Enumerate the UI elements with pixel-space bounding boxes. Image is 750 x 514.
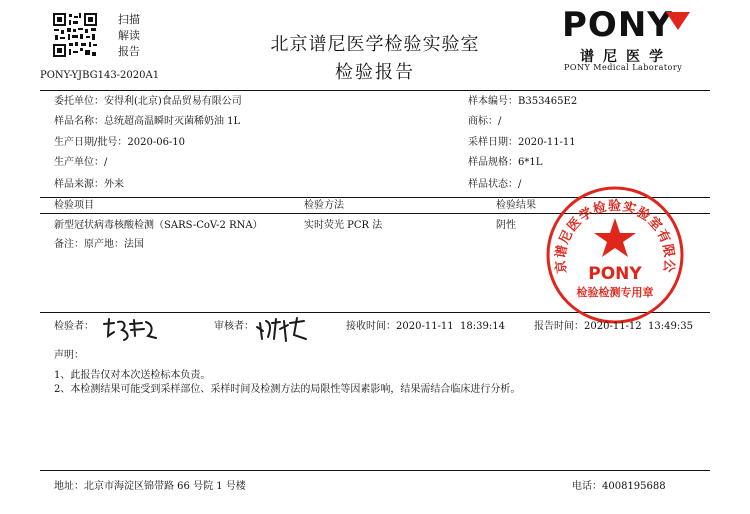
client-label: 委托单位： [54,96,104,107]
spec-label: 样品规格： [468,157,518,168]
collect-date-row [468,137,576,149]
brand-row [468,116,501,128]
sample-no-label: 样本编号： [468,96,518,107]
brand-label: 商标： [468,116,498,127]
source-label: 样品来源： [54,179,104,190]
producer-row [54,157,107,169]
sample-no-row [468,96,577,108]
prod-date-row [54,137,185,149]
svg-text:北京谱尼医学检验实验室有限公司 [544,184,676,274]
spec-value: 6*1L [518,157,543,168]
seal-bottom-text: 检验检测专用章 [576,286,654,299]
report-time-label: 报告时间： [534,321,584,332]
client-value: 安得利(北京)食品贸易有限公司 [104,96,242,107]
sample-name-label: 样品名称： [54,116,104,127]
official-seal [544,184,686,330]
col-header-result: 检验结果 [496,200,536,211]
seal-outer-text: 京谱尼医学检验实验室有限公 [553,199,677,275]
producer-label: 生产单位： [54,157,104,168]
lab-name: 北京谱尼医学检验实验室 [270,34,480,55]
sample-name-value: 总统超高温瞬时灭菌稀奶油 1L [104,116,241,127]
remark: 备注：原产地：法国 [54,239,144,250]
result-method: 实时荧光 PCR 法 [304,220,383,231]
phone-row [572,481,666,493]
col-header-item: 检验项目 [54,200,94,211]
client-row [54,96,242,108]
phone-label: 电话： [572,481,602,492]
col-header-method: 检验方法 [304,200,344,211]
reviewer-signature [254,313,314,349]
result-value: 阴性 [496,220,516,231]
rule-top [40,90,710,91]
state-value: / [518,179,522,190]
scan-line: 扫描 [118,13,140,26]
seal-star-icon [594,218,636,257]
logo-accent-icon [666,12,690,36]
pony-logo-text: PONY [562,5,673,45]
state-row [468,179,521,191]
report-title: 检验报告 [335,62,415,83]
phone-value: 4008195688 [602,481,666,492]
sample-name-row [54,116,240,128]
report-time-value: 2020-11-12 13:49:35 [584,321,693,332]
source-value: 外来 [104,179,124,190]
received-label: 接收时间： [346,321,396,332]
spec-row [468,157,542,169]
address-value: 北京市海淀区锦带路 66 号院 1 号楼 [84,481,246,492]
report-time-row [534,321,693,333]
scan-instruction [118,12,140,60]
collect-date-label: 采样日期： [468,137,518,148]
seal-logo: PONY [588,264,642,284]
source-row [54,179,124,191]
collect-date-value: 2020-11-11 [518,137,576,148]
prod-date-label: 生产日期/批号： [54,137,128,148]
logo-chinese: 谱尼医学 [580,49,672,65]
logo-english: PONY Medical Laboratory [564,63,683,72]
prod-date-value: 2020-06-10 [127,137,186,148]
state-label: 样品状态： [468,179,518,190]
address-label: 地址： [54,481,84,492]
report-code: PONY-YJBG143-2020A1 [40,70,160,81]
statement-item: 1、此报告仅对本次送检标本负责。 [54,370,211,381]
received-row [346,321,505,333]
qr-code [52,12,98,58]
result-item: 新型冠状病毒核酸检测（SARS-CoV-2 RNA） [54,220,263,231]
statement-label: 声明： [54,350,84,361]
brand-value: / [498,116,502,127]
rule-footer [40,470,710,471]
address-row [54,481,246,493]
producer-value: / [104,157,108,168]
pony-logo [562,5,673,45]
scan-line: 报告 [118,45,140,58]
received-value: 2020-11-11 18:39:14 [396,321,505,332]
scan-line: 解读 [118,29,140,42]
reviewer-label: 审核者： [214,321,254,332]
tester-signature [100,314,160,348]
sample-no-value: B353465E2 [518,96,578,107]
statement-item: 2、本检测结果可能受到采样部位、采样时间及检测方法的局限性等因素影响，结果需结合临床进行分析。 [54,384,521,395]
tester-label: 检验者： [54,321,94,332]
